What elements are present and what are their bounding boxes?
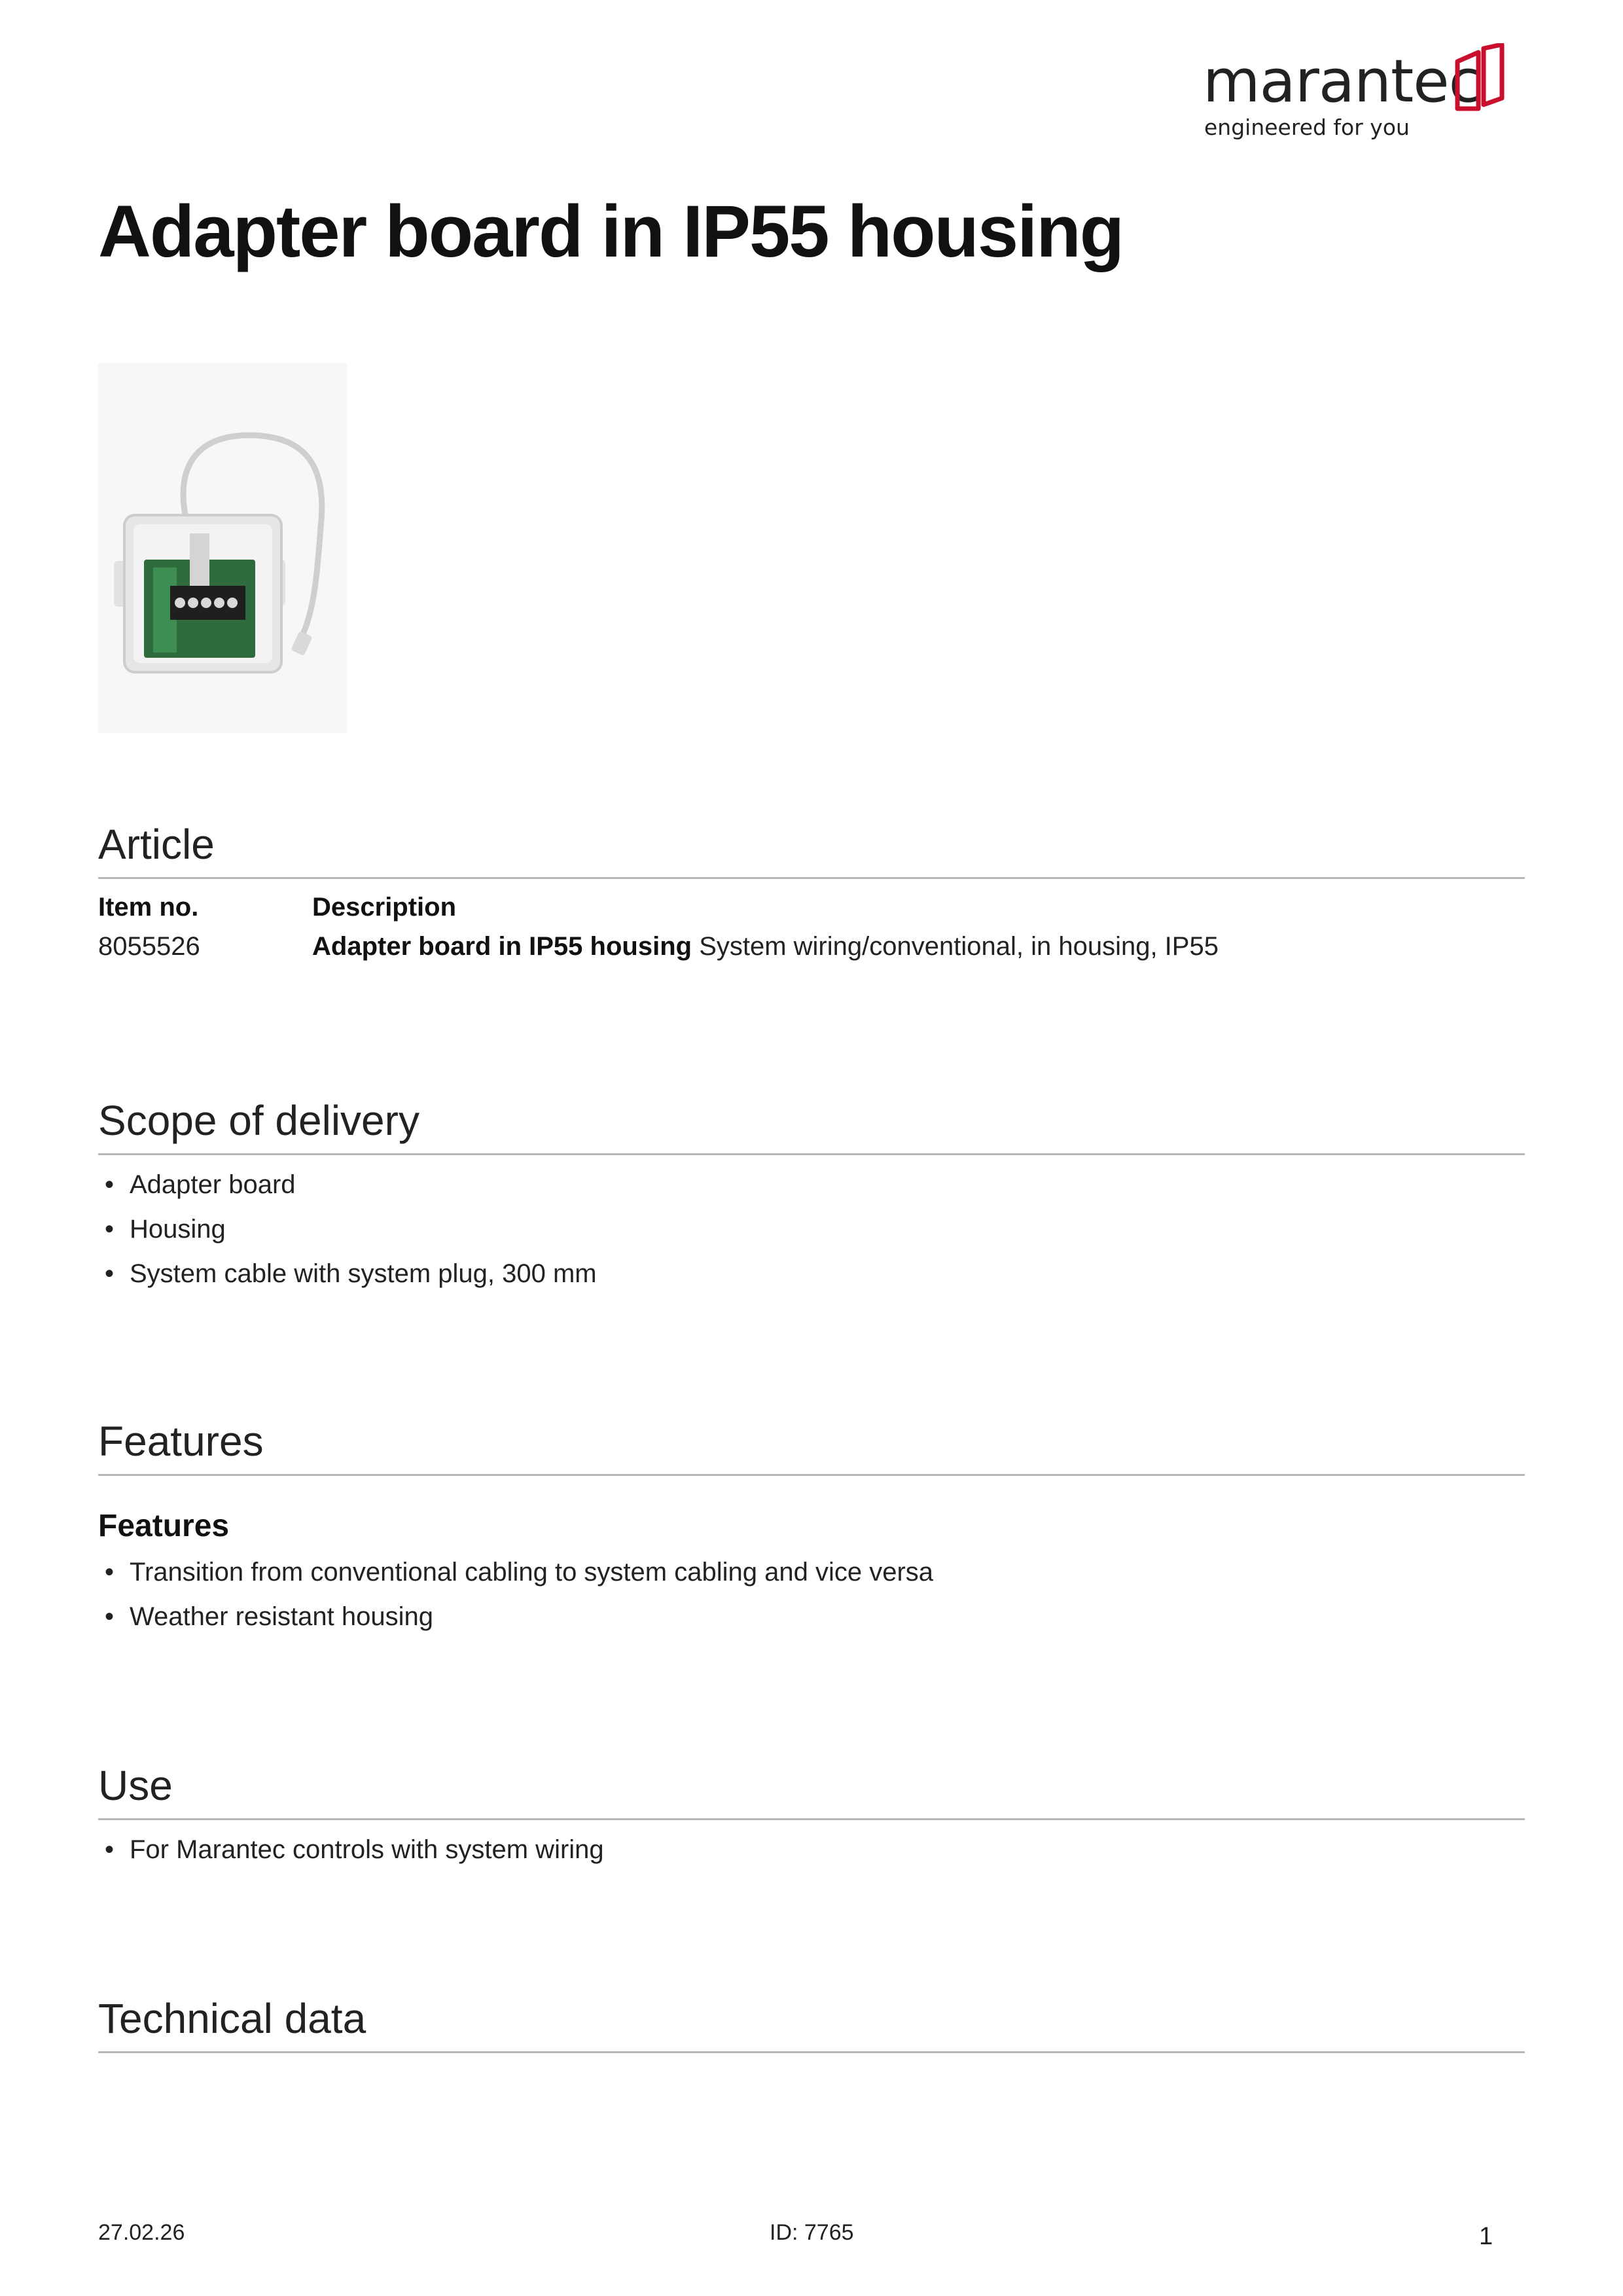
brand-tagline: engineered for you xyxy=(1204,115,1410,140)
use-divider xyxy=(98,1818,1525,1820)
description-header: Description xyxy=(312,893,457,922)
technical-heading: Technical data xyxy=(98,1995,366,2042)
technical-divider xyxy=(98,2051,1525,2053)
page-number: 1 xyxy=(1479,2223,1493,2250)
scope-heading: Scope of delivery xyxy=(98,1097,419,1144)
description-text: System wiring/conventional, in housing, IP55 xyxy=(699,932,1219,961)
list-item: • Transition from conventional cabling to system cabling and vice versa xyxy=(105,1558,934,1587)
description-value xyxy=(312,933,1219,960)
list-item: • Weather resistant housing xyxy=(105,1602,433,1631)
brand-name: marantec xyxy=(1203,47,1481,116)
use-list xyxy=(98,1827,604,1872)
footer-id: ID: 7765 xyxy=(770,2220,854,2245)
marantec-logo-icon xyxy=(1454,43,1506,115)
scope-list xyxy=(98,1162,597,1296)
article-heading: Article xyxy=(98,821,215,868)
list-item: • Adapter board xyxy=(105,1170,296,1199)
features-divider xyxy=(98,1474,1525,1476)
brand-logo xyxy=(1203,43,1504,148)
list-item: • System cable with system plug, 300 mm xyxy=(105,1259,597,1288)
features-subheading: Features xyxy=(98,1509,230,1543)
use-heading: Use xyxy=(98,1762,173,1809)
description-product-name: Adapter board in IP55 housing xyxy=(312,932,692,961)
page-title: Adapter board in IP55 housing xyxy=(98,190,1124,272)
list-item: • For Marantec controls with system wiring xyxy=(105,1835,604,1864)
features-heading: Features xyxy=(98,1418,264,1465)
item-no-value: 8055526 xyxy=(98,932,200,961)
footer-date: 27.02.26 xyxy=(98,2220,185,2245)
adapter-board-photo-icon xyxy=(98,363,347,733)
item-no-header: Item no. xyxy=(98,893,199,922)
list-item: • Housing xyxy=(105,1215,226,1244)
article-divider xyxy=(98,877,1525,879)
scope-divider xyxy=(98,1153,1525,1155)
features-list xyxy=(98,1550,933,1639)
